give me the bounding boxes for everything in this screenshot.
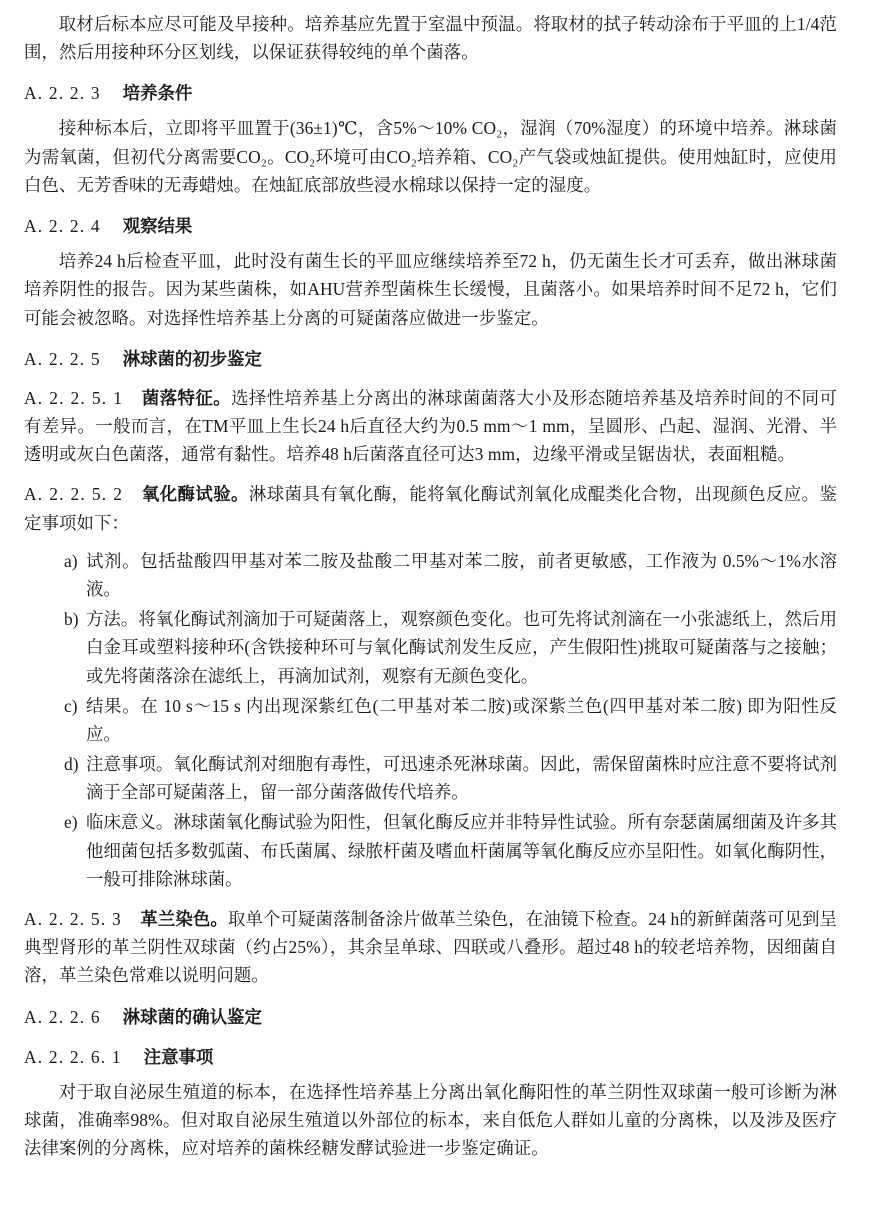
section-paragraph-culture-conditions: 接种标本后，立即将平皿置于(36±1)℃，含5%～10% CO₂，湿润（70%湿度）的环境中培养。淋球菌为需氧菌，但初代分离需要CO₂。CO₂环境可由CO₂培养箱、CO₂产气袋或烛缸提供。使用烛缸时，应使用白色、无芳香味的无毒蜡烛。在烛缸底部放些浸水棉球以保持一定的湿度。: [24, 118, 837, 195]
list-item: [24, 692, 837, 748]
subsection-title: 革兰染色。: [140, 909, 228, 930]
section-number: A. 2. 2. 5: [24, 348, 101, 369]
section-paragraph-observation: 培养24 h后检查平皿，此时没有菌生长的平皿应继续培养至72 h，仍无菌生长才可丢弃，做出淋球菌培养阴性的报告。因为某些菌株，如AHU营养型菌株生长缓慢，且菌落小。如果培养时间不足72 h，它们可能会被忽略。对选择性培养基上分离的可疑菌落应做进一步鉴定。: [24, 251, 837, 328]
subsection-oxidase-test: [24, 480, 837, 536]
subsection-colony-characteristics: [24, 384, 837, 469]
list-item-text: 注意事项。氧化酶试剂对细胞有毒性，可迅速杀死淋球菌。因此，需保留菌株时应注意不要将试剂滴于全部可疑菌落上，留一部分菌落做传代培养。: [86, 754, 837, 803]
oxidase-item-list: [24, 547, 837, 893]
subsection-title: 氧化酶试验。: [141, 484, 249, 505]
section-number: A. 2. 2. 4: [24, 216, 101, 237]
section-title: 培养条件: [122, 83, 193, 104]
list-item-marker: d): [64, 754, 79, 775]
list-item-marker: e): [64, 812, 78, 833]
section-title: 观察结果: [122, 216, 193, 237]
subsection-number: A. 2. 2. 5. 2: [24, 484, 124, 505]
subsection-text: 选择性培养基上分离出的淋球菌菌落大小及形态随培养基及培养时间的不同可有差异。一般而言，在TM平皿上生长24 h后直径大约为0.5 mm～1 mm，呈圆形、凸起、湿润、光滑、半透明或灰白色菌落，通常有黏性。培养48 h后菌落直径可达3 mm，边缘平滑或呈锯齿状，表面粗糙。: [24, 387, 837, 465]
list-item-text: 试剂。包括盐酸四甲基对苯二胺及盐酸二甲基对苯二胺，前者更敏感，工作液为 0.5%～1%水溶液。: [86, 550, 837, 599]
list-item: [24, 750, 837, 806]
section-number: A. 2. 2. 6: [24, 1006, 101, 1027]
list-item-marker: a): [64, 550, 78, 571]
subsection-gram-stain: [24, 905, 837, 990]
section-heading-notes: [24, 1044, 837, 1070]
section-heading-culture-conditions: [24, 80, 837, 106]
section-paragraph-notes: 对于取自泌尿生殖道的标本，在选择性培养基上分离出氧化酶阳性的革兰阴性双球菌一般可诊断为淋球菌，准确率98%。但对取自泌尿生殖道以外部位的标本，来自低危人群如儿童的分离株，以及涉及医疗法律案例的分离株，应对培养的菌株经糖发酵试验进一步鉴定确证。: [24, 1081, 837, 1159]
section-title: 淋球菌的确认鉴定: [122, 1006, 262, 1027]
list-item: [24, 547, 837, 603]
section-heading-observation: [24, 213, 837, 239]
list-item-text: 结果。在 10 s～15 s 内出现深紫红色(二甲基对苯二胺)或深紫兰色(四甲基对苯二胺) 即为阳性反应。: [86, 695, 837, 744]
list-item: [24, 808, 837, 893]
list-item: [24, 605, 837, 690]
list-item-marker: b): [64, 609, 79, 630]
subsection-text: 取单个可疑菌落制备涂片做革兰染色，在油镜下检查。24 h的新鲜菌落可见到呈典型肾形的革兰阴性双球菌（约占25%），其余呈单球、四联或八叠形。超过48 h的较老培养物，因细菌自溶，革兰染色常难以说明问题。: [24, 909, 837, 986]
subsection-title: 菌落特征。: [141, 387, 232, 408]
list-item-text: 方法。将氧化酶试剂滴加于可疑菌落上，观察颜色变化。也可先将试剂滴在一小张滤纸上，然后用白金耳或塑料接种环(含铁接种环可与氧化酶试剂发生反应，产生假阳性)挑取可疑菌落与之接触；或先将菌落涂在滤纸上，再滴加试剂，观察有无颜色变化。: [86, 609, 837, 686]
subsection-number: A. 2. 2. 5. 3: [24, 909, 122, 930]
section-number: A. 2. 2. 6. 1: [24, 1046, 122, 1067]
list-item-marker: c): [64, 695, 78, 716]
section-number: A. 2. 2. 3: [24, 83, 101, 104]
section-heading-preliminary-identification: [24, 346, 837, 372]
subsection-text: 淋球菌具有氧化酶，能将氧化酶试剂氧化成醌类化合物，出现颜色反应。鉴定事项如下：: [24, 484, 837, 533]
section-heading-confirmatory-identification: [24, 1004, 837, 1030]
section-title: 淋球菌的初步鉴定: [122, 348, 262, 369]
intro-paragraph: 取材后标本应尽可能及早接种。培养基应先置于室温中预温。将取材的拭子转动涂布于平皿的上1/4范围，然后用接种环分区划线，以保证获得较纯的单个菌落。: [24, 14, 837, 63]
section-title: 注意事项: [143, 1046, 214, 1067]
subsection-number: A. 2. 2. 5. 1: [24, 387, 124, 408]
list-item-text: 临床意义。淋球菌氧化酶试验为阳性，但氧化酶反应并非特异性试验。所有奈瑟菌属细菌及许多其他细菌包括多数弧菌、布氏菌属、绿脓杆菌及嗜血杆菌属等氧化酶反应亦呈阳性。如氧化酶阴性，一般可排除淋球菌。: [86, 812, 837, 889]
